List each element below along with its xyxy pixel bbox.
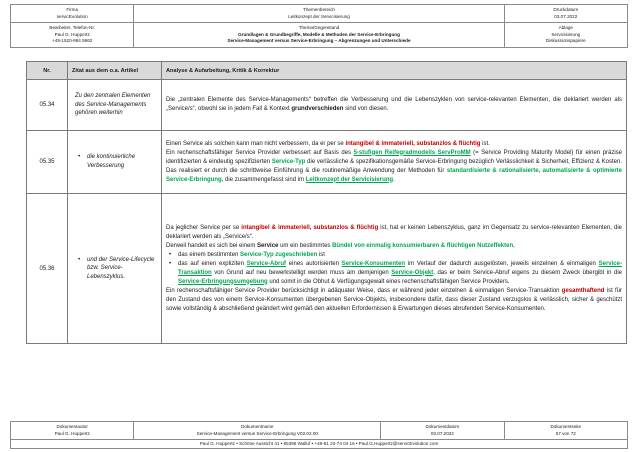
druck-label: Druckdatum [553,6,579,12]
document-footer [10,421,628,449]
analyse-text: Ein rechenschaftsfähiger Service Provider berücksichtigt in adäquater Weise, dass er während jeder einzelnen & einmaligen Service-Transaktion [166,287,562,294]
analyse-text: Ein rechenschaftsfähiger Service Provider verbessert auf Basis des [166,149,354,156]
firma-value: servicEvolution [56,13,88,19]
analyse-bold: grundverschieden [291,106,344,112]
highlight-green-link: Service-Konsumenten [341,260,406,267]
thema-cell [134,23,504,48]
thema-line1: Grundlagen & Grundbegriffe, Modelle & Methoden der Service-Erbringung [238,31,400,37]
analyse-text: eines autorisierten [286,260,342,267]
analyse-text: , [513,242,515,249]
analyse-text: die verlässliche & spezifikationsgemäße Service-Erbringung bezüglich Verlässlichkeit & Sicherheit, Effizienz & Kosten. Das realisiert er durch die schrittweise Einführung & die routinemäßige Anwendung der Methoden für [166,158,622,174]
dokseite-value: 57 von 72 [555,430,576,436]
firma-cell [11,5,134,23]
table-row [27,80,627,131]
row-nr: 05.35 [27,131,68,194]
dokseite-label: Dokumentseite [550,423,582,429]
col-nr-header: Nr. [27,62,68,80]
dokname-cell [134,422,381,440]
analyse-text: , die zusammengefasst sind im [221,176,306,183]
analyse-text: um ein bestimmtes [278,242,333,249]
analyse-text: sind von diesen. [343,106,389,112]
druck-cell [504,5,627,23]
row-zitat: Zu den zentralen Elementen des Service-Managements gehören weiterhin [68,80,162,131]
bearbeiter-cell [11,23,134,48]
analyse-text: Da jeglicher Service per se [166,224,242,231]
ablage-value2: Diskussionspapiere [545,38,586,44]
highlight-red: intangibel & immateriell, substanzlos & flüchtig [345,140,481,147]
table-row [27,194,627,344]
highlight-red: intangibel & immateriell, substanzlos & flüchtig [241,224,379,231]
highlight-green-link: Service-Objekt [391,269,434,276]
analyse-text: (= Service Providing Maturity Model) für einen präzise identifizierten & eindeutig spezifizierten [166,149,622,165]
analyse-text: und somit in die Obhut & Verfügungsgewalt eines rechenschaftsfähigen Service Providers. [267,278,510,285]
row-nr: 05.36 [27,194,68,344]
bearbeiter-label: Bearbeiter, Telefon-Nr. [49,24,95,30]
highlight-red: gesamthaftend [561,287,605,294]
bullet-list [166,251,622,287]
col-analyse-header: Analyse & Aufarbeitung, Kritik & Korrektur [162,62,627,80]
dokname-value: Service-Management versus Service-Erbringung V02.02.00 [196,430,318,436]
zitat-bullet: • und der Service-Lifecycle bzw. Service-Lebenszyklus. [87,256,155,282]
table-header-row [27,62,627,80]
highlight-green-link: Leitkonzept der Servicisierung [305,176,394,183]
druck-value: 03.07.2022 [554,13,578,19]
analyse-text: Die „zentralen Elemente des Service-Managements“ betreffen die Verbesserung und die Lebenszyklen von service-relevanten Elementen, die deklariert werden als „Service/s“, obwohl sie in jedem Fall & Kontext [166,97,622,112]
analyse-text: im Verlauf der dadurch ausgelösten, jeweils einzelnen & einmaligen [405,260,599,267]
dokseite-cell [504,422,627,440]
highlight-green-link: Service-Erbringungsumgebung [178,278,268,285]
dokname-label: Dokumentname [241,423,274,429]
thema-label: Thema/Gegenstand [298,24,340,30]
row-zitat [68,194,162,344]
analyse-text: von Grund auf neu bewerkstelligt werden muss am demjenigen [211,269,392,276]
themen-label: Themenbereich [303,6,335,12]
list-item [178,251,622,260]
ablage-cell [504,23,627,48]
themen-value: Leitkonzept der Servicisierung [288,13,350,19]
highlight-green: standardisierte & rationalisierte, automatisierte & optimierte Service-Erbringung [166,167,622,183]
row-nr: 05.34 [27,80,68,131]
analyse-text: , das er beim Service-Abruf eigens zu diesem Zweck übergibt in die [433,269,623,276]
thema-line2: Service-Management versus Service-Erbringung – Abgrenzungen und Unterschiede [227,38,411,44]
zitat-bullet: • die kontinuierliche Verbesserung [87,153,155,170]
analyse-text: Einen Service als solchen kann man nicht verbessern, da er per se [166,140,346,147]
dokdatum-cell [381,422,504,440]
row-zitat [68,131,162,194]
analyse-text: ist, hat er keinen Lebenszyklus, ganz im Gegensatz zu service-relevanten Elementen, die deklariert werden als „Service/s“. [166,224,622,240]
ablage-label: Ablage [558,24,573,30]
bearbeiter-name: Paul G. Huppertz [54,31,90,37]
autor-value: Paul G. Huppertz [54,430,90,436]
row-analyse [162,131,627,194]
analyse-text: ist [317,251,325,258]
analyse-bold: Service [257,242,279,249]
col-zitat-header: Zitat aus dem o.a. Artikel [68,62,162,80]
highlight-green-link: Service-Transaktion [178,260,622,276]
analyse-text: ist für den Zustand des von einem Service-Konsumenten übergebenen Service-Objekts, insbesondere dafür, dass dieser Zustand verzugslos & verlässlich, sicher & geschützt sowie vollständig & abschließend geändert wird gemäß den aktuellen Erfordernissen & Erwartungen dieses abrufenden Service-Konsumenten. [166,287,623,312]
highlight-green: Service-Typ [271,158,306,165]
themen-cell [134,5,504,23]
analyse-text: . [393,176,395,183]
highlight-green: Bündel von einmalig konsumierbaren & flüchtigen Nutzeffekten [332,242,514,249]
analyse-text: das einem bestimmten [178,251,241,258]
autor-cell [11,422,134,440]
firma-label: Firma [66,6,79,12]
analyse-text: Derweil handelt es sich bei einem [166,242,258,249]
highlight-green-link: Service-Abruf [246,260,287,267]
autor-label: Dokumentautor [56,423,88,429]
list-item [178,260,622,287]
footer-address: Paul G. Huppertz • Schöne Aussicht 41 • 65396 Walluf • +49-61 23-74 04 16 • Paul.G.Huppertz@servicEvolution.com [11,440,628,449]
dokdatum-value: 03.07.2022 [430,430,454,436]
document-header [10,4,628,48]
highlight-green-link: 5-stufigen Reifegradmodells ServProMM [353,149,471,156]
bearbeiter-phone: +49-1520-984 5962 [52,38,93,44]
analyse-text: das auf einen expliziten [178,260,247,267]
analyse-text: ist. [480,140,490,147]
dokdatum-label: Dokumentdatum [425,423,460,429]
analysis-table [26,61,627,344]
table-row [27,131,627,194]
highlight-green: Service-Typ zugeschrieben [240,251,318,258]
row-analyse [162,194,627,344]
ablage-value1: Servicisierung [551,31,581,37]
row-analyse [162,80,627,131]
